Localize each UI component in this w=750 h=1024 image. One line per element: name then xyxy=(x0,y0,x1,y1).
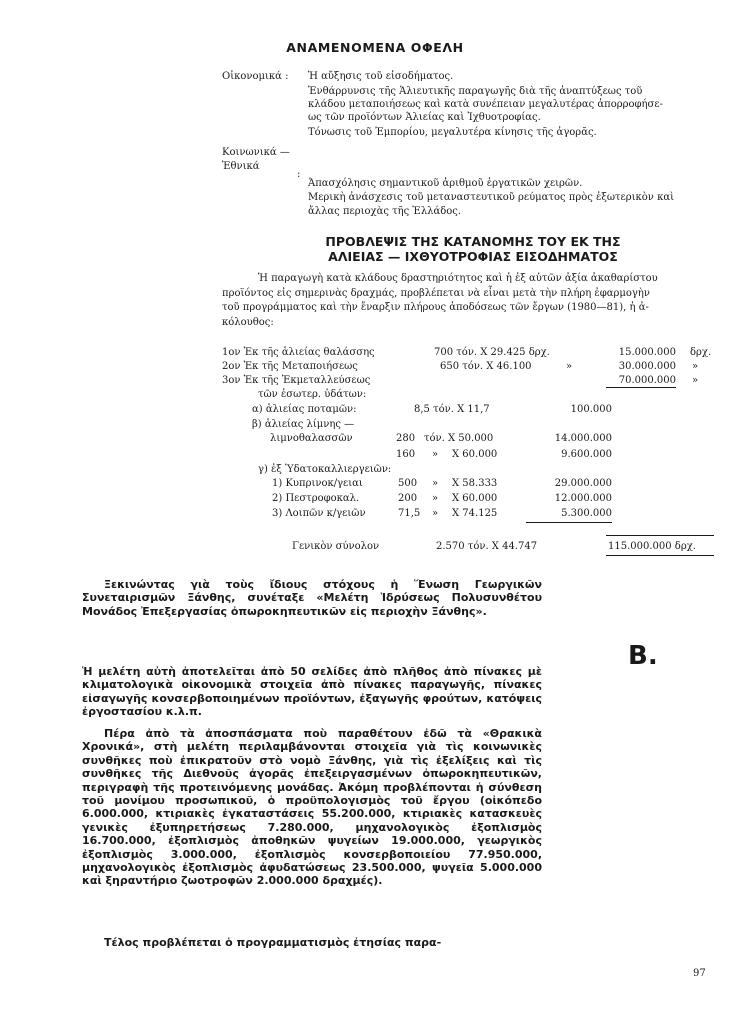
row-label-cont: τῶν ἐσωτερ. ὑδάτων: xyxy=(258,389,367,400)
ditto-mark: » xyxy=(432,449,439,460)
total-value: 115.000.000 δρχ. xyxy=(608,541,696,552)
label-economic: Οἰκονομικά : xyxy=(222,71,289,82)
economic-line: Ἐνθάρρυνσις τῆς Ἁλιευτικῆς παραγωγῆς διὰ τῆς ἀναπτύξεως τοῦ xyxy=(308,86,643,97)
row-total: 30.000.000 xyxy=(618,361,676,372)
row-calc: 8,5 τόν. Χ 11,7 xyxy=(414,404,490,415)
row-qty: 280 xyxy=(396,433,416,444)
intro-line: κόλουθος: xyxy=(222,317,274,328)
total-rule xyxy=(606,535,714,536)
ditto-mark: » xyxy=(432,508,439,519)
article-paragraph: Ἡ μελέτη αὐτὴ ἀποτελεῖται ἀπὸ 50 σελίδες ἀπὸ πλῆθος ἀπὸ πίνακες μὲ κλιματολογικὰ οἰκονομικὰ στοιχεῖα ἀπὸ πίνακες παραγωγῆς, πίνακες εἰσαγωγῆς κονσερβοποιημένων προϊόντων, ἐξαγωγῆς φρούτων, κατόψεις ἐργοστασίου κ.λ.π. xyxy=(82,665,542,719)
row-label: 2ον Ἐκ τῆς Μεταποιήσεως xyxy=(222,361,358,372)
row-subvalue: 100.000 xyxy=(570,404,612,415)
row-calc: Χ 60.000 xyxy=(452,449,498,460)
row-subvalue: 14.000.000 xyxy=(554,433,612,444)
ditto-mark: » xyxy=(566,361,573,372)
national-line: ἄλλας περιοχὰς τῆς Ἑλλάδος. xyxy=(308,206,462,217)
total-underline xyxy=(606,555,714,556)
row-label: 3) Λοιπῶν κ/γειῶν xyxy=(272,508,366,519)
label-national-colon: : xyxy=(297,169,301,180)
label-social: Κοινωνικά — xyxy=(222,147,290,158)
title-line: ΑΛΙΕΙΑΣ — ΙΧΘΥΟΤΡΟΦΙΑΣ ΕΙΣΟΔΗΜΑΤΟΣ xyxy=(328,249,618,264)
section-letter: B. xyxy=(628,641,658,671)
row-subvalue: 5.300.000 xyxy=(561,508,612,519)
row-label: β) ἁλιείας λίμνης — xyxy=(252,419,355,430)
row-label: 1ον Ἐκ τῆς ἁλιείας θαλάσσης xyxy=(222,347,375,358)
article-paragraph: Τέλος προβλέπεται ὁ προγραμματισμὸς ἐτησίας παρα- xyxy=(104,936,442,949)
row-calc: τόν. Χ 50.000 xyxy=(424,433,494,444)
row-calc: Χ 74.125 xyxy=(452,508,498,519)
row-subvalue: 9.600.000 xyxy=(561,449,612,460)
label-national: Ἐθνικά xyxy=(222,161,260,172)
page-number: 97 xyxy=(693,968,706,979)
row-label: 3ον Ἐκ τῆς Ἐκμεταλλεύσεως xyxy=(222,375,371,386)
economic-line: κλάδου μεταποιήσεως καὶ κατὰ συνέπειαν μεγαλυτέρας ἀπορροφήσε- xyxy=(308,99,663,110)
intro-line: προϊόντος εἰς σημερινὰς δραχμάς, προβλέπεται νὰ εἶναι μετὰ τὴν πλήρη ἐφαρμογὴν xyxy=(222,288,650,299)
row-qty: 200 xyxy=(398,493,418,504)
row-total: 70.000.000 xyxy=(618,375,676,386)
row-subvalue: 12.000.000 xyxy=(554,493,612,504)
national-line: Ἀπασχόλησις σημαντικοῦ ἀριθμοῦ ἐργατικῶν χειρῶν. xyxy=(308,178,583,189)
row-unit: » xyxy=(692,361,699,372)
intro-line: Ἡ παραγωγὴ κατὰ κλάδους δραστηριότητος καὶ ἡ ἐξ αὐτῶν ἀξία ἀκαθαρίστου xyxy=(258,273,658,284)
row-total: 15.000.000 xyxy=(618,347,676,358)
section-title-expected-benefits: ΑΝΑΜΕΝΟΜΕΝΑ ΟΦΕΛΗ xyxy=(286,40,464,55)
row-qty: 160 xyxy=(396,449,416,460)
subtotal-rule xyxy=(606,387,676,388)
economic-line: Τόνωσις τοῦ Ἐμπορίου, μεγαλυτέρα κίνησις τῆς ἀγορᾶς. xyxy=(308,127,597,138)
row-label: γ) ἐξ Ὑδατοκαλλιεργειῶν: xyxy=(258,464,392,475)
row-label: λιμνοθαλασσῶν xyxy=(270,433,353,444)
row-label: α) ἁλιείας ποταμῶν: xyxy=(252,404,357,415)
row-label: 2) Πεστροφοκαλ. xyxy=(272,493,360,504)
row-subvalue: 29.000.000 xyxy=(554,478,612,489)
row-calc: Χ 60.000 xyxy=(452,493,498,504)
row-qty: 500 xyxy=(398,478,418,489)
economic-line: ως τῶν προϊόντων Ἁλιείας καὶ Ἰχθυοτροφίας. xyxy=(308,112,541,123)
row-calc: 700 τόν. Χ 29.425 δρχ. xyxy=(434,347,550,358)
economic-line: Ἡ αὔξησις τοῦ εἰσοδήματος. xyxy=(308,71,454,82)
national-line: Μερικὴ ἀνάσχεσις τοῦ μεταναστευτικοῦ ρεύματος πρὸς ἐξωτερικὸν καὶ xyxy=(308,192,674,203)
ditto-mark: » xyxy=(432,493,439,504)
row-unit: » xyxy=(692,375,699,386)
section-title-income-forecast xyxy=(228,234,718,264)
row-unit: δρχ. xyxy=(690,347,712,358)
total-calc: 2.570 τόν. Χ 44.747 xyxy=(436,541,538,552)
intro-line: τοῦ προγράμματος καὶ τὴν ἔναρξιν πλήρους ἀποδόσεως τῶν ἔργων (1980—81), ἡ ἀ- xyxy=(222,302,649,313)
row-calc: Χ 58.333 xyxy=(452,478,498,489)
total-label: Γενικὸν σύνολον xyxy=(292,541,380,552)
subtotal-rule xyxy=(526,522,612,523)
article-paragraph: Ξεκινώντας γιὰ τοὺς ἴδιους στόχους ἡ Ἕνωση Γεωργικῶν Συνεταιρισμῶν Ξάνθης, συνέταξε «Μελέτη Ἱδρύσεως Πολυσυνθέτου Μονάδος Ἐπεξεργασίας ὀπωροκηπευτικῶν εἰς περιοχὴν Ξάνθης». xyxy=(82,578,542,618)
row-qty: 71,5 xyxy=(398,508,421,519)
ditto-mark: » xyxy=(432,478,439,489)
article-paragraph: Πέρα ἀπὸ τὰ ἀποσπάσματα ποὺ παραθέτουν ἐδῶ τὰ «Θρακικὰ Χρονικά», στὴ μελέτη περιλαμβάνονται στοιχεῖα γιὰ τὶς κοινωνικὲς συνθῆκες ποὺ ἐπικρατοῦν στὸ νομὸ Ξάνθης, γιὰ τὶς ἐξελίξεις καὶ τὶς συνθῆκες τῆς Διεθνοῦς ἀγορᾶς ἐπεξειργασμένων ὀπωροκηπευτικῶν, περιγραφὴ τῆς προτεινόμενης μονάδας. Ἀκόμη προβλέπονται ἡ σύνθεση τοῦ μονίμου προσωπικοῦ, ὁ προϋπολογισμὸς τοῦ ἔργου (οἰκόπεδο 6.000.000, κτιριακὲς ἐγκαταστάσεις 55.200.000, κτιριακὲς κατασκευὲς γενικὲς ἐξυπηρετήσεως 7.280.000, μηχανολογικὸς ἐξοπλισμὸς 16.700.000, ἐξοπλισμὸς ἀποθηκῶν ψυγείων 19.000.000, γεωργικὸς ἐξοπλισμὸς 3.000.000, ἐξοπλισμὸς κονσερβοποιείου 77.950.000, μηχανολογικὸς ἐξοπλισμὸς ἀφυδατώσεως 23.500.000, ψυγεῖα 5.000.000 καὶ ξηραντήριο ζωοτροφῶν 2.000.000 δραχμές). xyxy=(82,727,542,888)
row-calc: 650 τόν. Χ 46.100 xyxy=(440,361,532,372)
row-label: 1) Κυπρινοκ/γειαι xyxy=(272,478,363,489)
title-line: ΠΡΟΒΛΕΨΙΣ ΤΗΣ ΚΑΤΑΝΟΜΗΣ ΤΟΥ ΕΚ ΤΗΣ xyxy=(325,234,621,249)
